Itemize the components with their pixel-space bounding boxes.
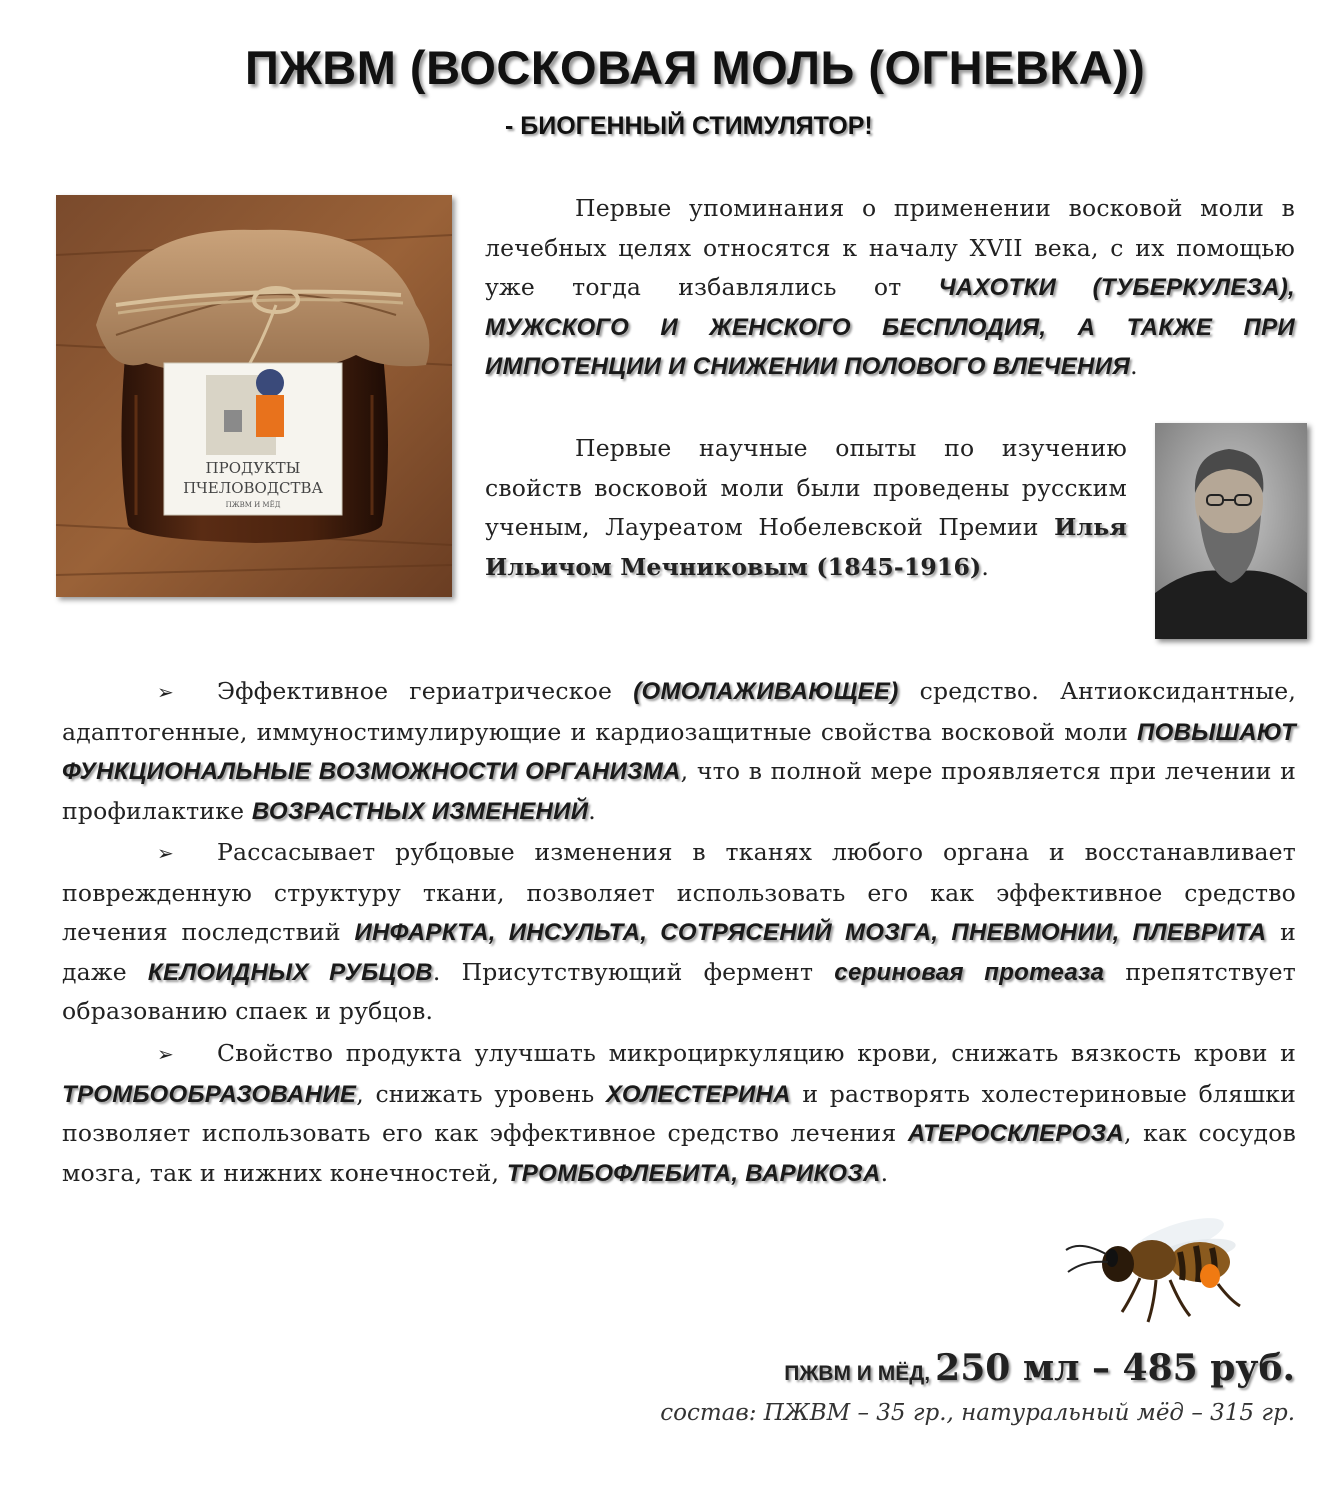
benefit-3-emph-a: ТРОМБООБРАЗОВАНИЕ (62, 1080, 357, 1108)
benefit-1-text-b: средство. Антиоксидантные, адаптогенные, иммуностимулирующие и кардиозащитные свойства восковой моли (62, 677, 1297, 746)
benefit-2-emph-a: ИНФАРКТА, ИНСУЛЬТА, СОТРЯСЕНИЙ МОЗГА, ПНЕВМОНИИ, ПЛЕВРИТА (354, 919, 1267, 946)
benefit-1-emph-c: ВОЗРАСТНЫХ ИЗМЕНЕНИЙ (251, 797, 589, 825)
benefit-3-text-e: . (880, 1158, 889, 1187)
benefit-item-1 (62, 672, 1296, 831)
price-line (784, 1347, 1295, 1389)
portrait-illustration (1155, 423, 1307, 639)
jar-illustration (56, 195, 452, 597)
bee-illustration (1060, 1200, 1250, 1330)
title-text: ПЖВМ (ВОСКОВАЯ МОЛЬ (ОГНЕВКА)) (245, 41, 1146, 94)
benefit-3-text-a: Свойство продукта улучшать микроциркуляцию крови, снижать вязкость крови и (217, 1039, 1296, 1067)
composition-text: состав: ПЖВМ – 35 гр., натуральный мёд – 315 гр. (660, 1400, 1295, 1426)
benefit-3-emph-d: ТРОМБОФЛЕБИТА, ВАРИКОЗА (506, 1159, 881, 1187)
jar-label-line2: ПЧЕЛОВОДСТВА (183, 479, 323, 497)
product-name: ПЖВМ И МЁД, (784, 1362, 931, 1385)
intro-p2-name: Илья Ильичом Мечниковым (1845-1916) (485, 513, 1127, 581)
benefit-2-text-c: . Присутствующий фермент (432, 957, 835, 986)
jar-label-line1: ПРОДУКТЫ (205, 459, 301, 477)
scientist-portrait-photo (1155, 423, 1307, 639)
benefit-3-emph-c: АТЕРОСКЛЕРОЗА (907, 1120, 1125, 1147)
bee-icon (1060, 1200, 1250, 1330)
intro-p2-end: . (981, 552, 990, 581)
benefit-1-text-c: , что в полной мере проявляется при лечении и профилактике (62, 757, 1296, 825)
intro-paragraph-2 (485, 429, 1127, 587)
benefit-2-emph-b: КЕЛОИДНЫХ РУБЦОВ (147, 958, 433, 986)
intro-p1-end: . (1130, 352, 1138, 380)
benefit-2-text-d: препятствует образованию спаек и рубцов. (62, 957, 1296, 1025)
benefit-3-emph-b: ХОЛЕСТЕРИНА (605, 1080, 791, 1108)
benefit-2-text-b: и даже (62, 918, 1296, 986)
arrow-bullet-icon: ➢ (157, 1042, 174, 1066)
benefit-item-2 (62, 833, 1296, 1032)
intro-p1-emphasis: ЧАХОТКИ (ТУБЕРКУЛЕЗА), МУЖСКОГО И ЖЕНСКОГО БЕСПЛОДИЯ, А ТАКЖЕ ПРИ ИМПОТЕНЦИИ И СНИЖЕНИИ ПОЛОВОГО ВЛЕЧЕНИЯ (485, 274, 1296, 380)
benefit-3-text-b: , снижать уровень (356, 1079, 606, 1108)
benefit-item-3 (62, 1034, 1296, 1193)
price-amount: 250 мл – 485 руб. (935, 1347, 1295, 1389)
intro-p1-text: Первые упоминания о применении восковой моли в лечебных целях относятся к началу XVII века, с их помощью уже тогда избавлялись от (485, 194, 1295, 301)
benefit-2-emph-c: сериновая протеаза (834, 958, 1105, 986)
page-subtitle: - БИОГЕННЫЙ СТИМУЛЯТОР! (505, 112, 873, 140)
benefit-1-text-d: . (588, 796, 596, 825)
benefit-3-text-c: и растворять холестериновые бляшки позволяет использовать его как эффективное средство лечения (62, 1079, 1296, 1147)
benefit-1-emph-b: ПОВЫШАЮТ ФУНКЦИОНАЛЬНЫЕ ВОЗМОЖНОСТИ ОРГАНИЗМА (62, 718, 1296, 785)
benefit-3-text-d: , как сосудов мозга, так и нижних конечностей, (62, 1119, 1297, 1187)
benefit-2-text-a: Рассасывает рубцовые изменения в тканях любого органа и восстанавливает поврежденную структуру ткани, позволяет использовать его как эффективное средство лечения последствий (62, 838, 1296, 946)
honey-jar-photo (56, 195, 452, 597)
intro-p2-text: Первые научные опыты по изучению свойств восковой моли были проведены русским ученым, Лауреатом Нобелевской Премии (485, 434, 1127, 541)
benefit-1-text-a: Эффективное гериатрическое (217, 677, 634, 705)
benefit-1-emph-a: (ОМОЛАЖИВАЮЩЕЕ) (633, 678, 899, 705)
arrow-bullet-icon: ➢ (157, 680, 174, 704)
intro-paragraph-1 (485, 189, 1295, 387)
jar-label-line3: ПЖВМ И МЁД (225, 501, 281, 509)
arrow-bullet-icon: ➢ (157, 841, 174, 865)
